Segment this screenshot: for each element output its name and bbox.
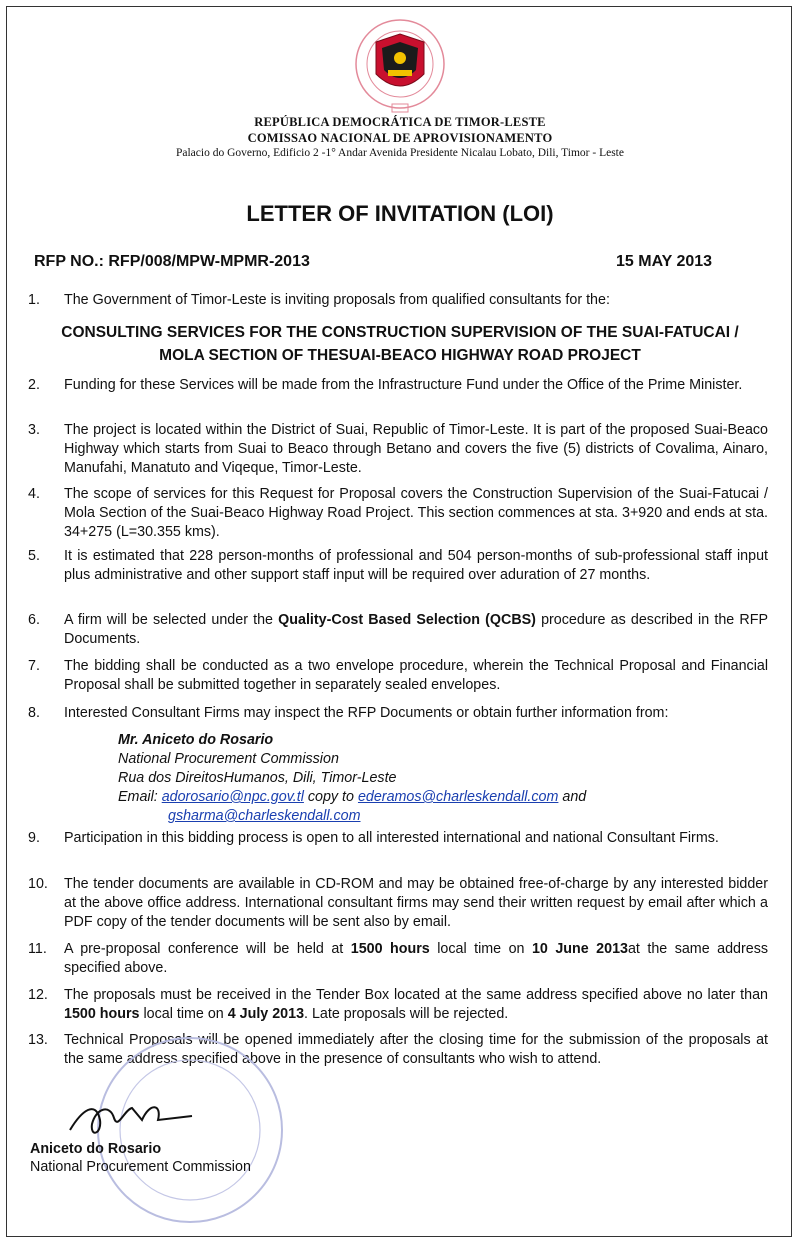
email-label: Email: bbox=[118, 789, 162, 805]
signatory-title: National Procurement Commission bbox=[30, 1159, 251, 1175]
national-emblem-icon bbox=[338, 12, 462, 124]
item-number: 11. bbox=[28, 941, 47, 957]
item-text bbox=[64, 611, 768, 649]
item-text-part: at the same address specified above. bbox=[64, 941, 768, 976]
list-item bbox=[28, 611, 768, 649]
contact-address: Rua dos DireitosHumanos, Dili, Timor-Leste bbox=[118, 770, 397, 786]
item-text: Technical Proposals will be opened immediately after the closing time for the submission of the proposals at the same address specified above in the presence of consultants who wish to attend. bbox=[64, 1032, 768, 1067]
item-number: 5. bbox=[28, 548, 40, 564]
item-text: The project is located within the District of Suai, Republic of Timor-Leste. It is part of the proposed Suai-Beaco Highway which starts from Suai to Beaco through Betano and covers the five (5) districts of Covalima, Ainaro, Manufahi, Manatuto and Viqeque, Timor-Leste. bbox=[64, 422, 768, 476]
item-text: The tender documents are available in CD-ROM and may be obtained free-of-charge by any interested bidder at the above office address. International consultant firms may send their written request by email after which a PDF copy of the tender documents will be sent also by email. bbox=[64, 876, 768, 930]
deadline-time: 1500 hours bbox=[64, 1006, 140, 1022]
contact-email-line-2 bbox=[118, 807, 586, 826]
item-text: Participation in this bidding process is open to all interested international and national Consultant Firms. bbox=[64, 830, 719, 846]
item-number: 7. bbox=[28, 658, 40, 674]
email-link-copy-2[interactable]: gsharma@charleskendall.com bbox=[168, 808, 361, 824]
item-text: The bidding shall be conducted as a two envelope procedure, wherein the Technical Proposal and Financial Proposal shall be submitted together in separately sealed envelopes. bbox=[64, 658, 768, 693]
list-item bbox=[28, 421, 768, 478]
item-text-part: local time on bbox=[139, 1006, 228, 1022]
item-text-part: procedure as described in the RFP Documents. bbox=[64, 612, 768, 647]
item-text-part: local time on bbox=[429, 941, 532, 957]
item-text-part: A firm will be selected under the bbox=[64, 612, 279, 628]
email-link-copy[interactable]: ederamos@charleskendall.com bbox=[357, 789, 559, 805]
and-text: and bbox=[558, 789, 587, 805]
item-text: Funding for these Services will be made from the Infrastructure Fund under the Office of the Prime Minister. bbox=[64, 377, 743, 393]
document-title: LETTER OF INVITATION (LOI) bbox=[246, 201, 554, 226]
item-text bbox=[64, 940, 768, 978]
conference-date: 10 June 2013 bbox=[531, 941, 628, 957]
list-item bbox=[28, 485, 768, 542]
item-number: 1. bbox=[28, 292, 40, 308]
document-date: 15 MAY 2013 bbox=[616, 253, 713, 270]
email-link-primary[interactable]: adorosario@npc.gov.tl bbox=[161, 789, 304, 805]
deadline-date: 4 July 2013 bbox=[227, 1006, 305, 1022]
item-text bbox=[64, 986, 768, 1024]
conference-time: 1500 hours bbox=[350, 941, 430, 957]
item-number: 13. bbox=[28, 1032, 48, 1048]
item-text: Interested Consultant Firms may inspect the RFP Documents or obtain further information from: bbox=[64, 705, 669, 721]
list-item bbox=[28, 376, 768, 395]
item-number: 2. bbox=[28, 377, 40, 393]
list-item bbox=[28, 829, 768, 848]
contact-block bbox=[118, 731, 586, 826]
list-item bbox=[28, 986, 768, 1024]
list-item bbox=[28, 704, 768, 723]
item-text-part: A pre-proposal conference will be held at bbox=[64, 941, 351, 957]
item-text-part: The proposals must be received in the Tender Box located at the same address specified above no later than bbox=[64, 987, 768, 1003]
list-item bbox=[28, 291, 768, 310]
item-number: 3. bbox=[28, 422, 40, 438]
list-item bbox=[28, 547, 768, 585]
copy-to-text: copy to bbox=[303, 789, 358, 805]
list-item bbox=[28, 940, 768, 978]
contact-emails bbox=[118, 788, 586, 807]
item-text: It is estimated that 228 person-months of professional and 504 person-months of sub-professional staff input plus administrative and other support staff input will be required over aduration of 27 months. bbox=[64, 548, 768, 583]
item-number: 6. bbox=[28, 612, 40, 628]
rfp-number: RFP NO.: RFP/008/MPW-MPMR-2013 bbox=[34, 253, 310, 270]
item-text: The scope of services for this Request for Proposal covers the Construction Supervision of the Suai-Fatucai / Mola Section of the Suai-Beaco Highway Road Project. This section commences at sta. 3+920 and ends at sta. 34+275 (L=30.355 kms). bbox=[64, 486, 768, 540]
header-line-commission: COMISSAO NACIONAL DE APROVISIONAMENTO bbox=[247, 131, 553, 145]
item-number: 8. bbox=[28, 705, 40, 721]
header-line-country: REPÚBLICA DEMOCRÁTICA DE TIMOR-LESTE bbox=[254, 115, 546, 129]
item-text-part: . Late proposals will be rejected. bbox=[304, 1006, 509, 1022]
selection-method: Quality-Cost Based Selection (QCBS) bbox=[278, 612, 536, 628]
project-title-line-1: CONSULTING SERVICES FOR THE CONSTRUCTION SUPERVISION OF THE SUAI-FATUCAI / bbox=[61, 324, 739, 341]
item-number: 9. bbox=[28, 830, 40, 846]
header-line-address: Palacio do Governo, Edificio 2 -1° Andar Avenida Presidente Nicalau Lobato, Dili, Timor - Leste bbox=[175, 147, 624, 159]
project-title-line-2: MOLA SECTION OF THESUAI-BEACO HIGHWAY ROAD PROJECT bbox=[159, 347, 641, 364]
contact-organization: National Procurement Commission bbox=[118, 751, 339, 767]
list-item bbox=[28, 875, 768, 932]
item-text: The Government of Timor-Leste is inviting proposals from qualified consultants for the: bbox=[64, 292, 610, 308]
contact-name: Mr. Aniceto do Rosario bbox=[118, 732, 274, 748]
item-number: 4. bbox=[28, 486, 40, 502]
item-number: 12. bbox=[28, 987, 48, 1003]
list-item bbox=[28, 657, 768, 695]
item-number: 10. bbox=[28, 876, 48, 892]
signatory-name: Aniceto do Rosario bbox=[30, 1141, 162, 1157]
